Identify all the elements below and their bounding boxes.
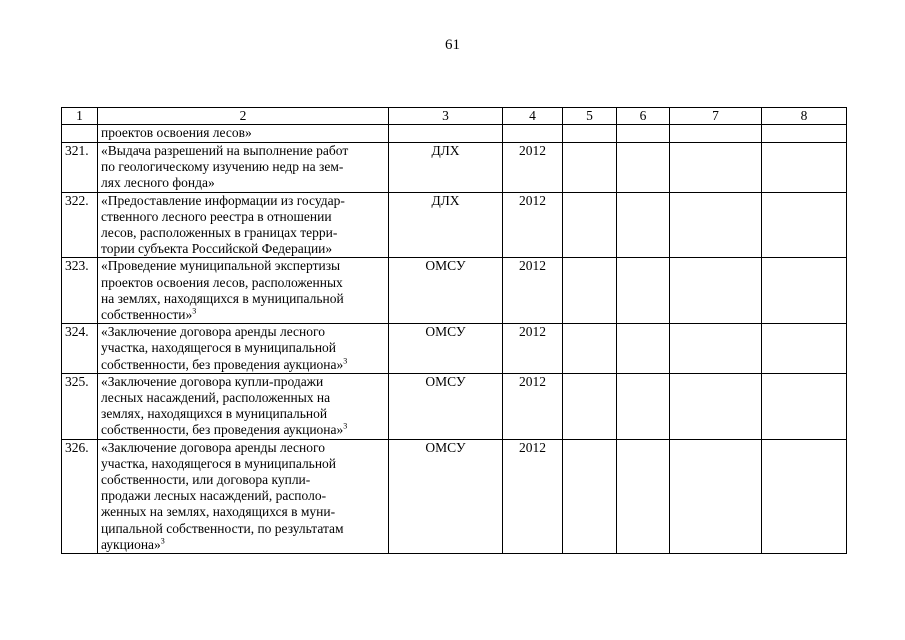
- cell-empty: [670, 324, 762, 374]
- row-number: 321.: [62, 143, 98, 193]
- cell-empty: [617, 324, 670, 374]
- cell-empty: [389, 125, 503, 143]
- cell-empty: [670, 258, 762, 324]
- continuation-row: [62, 125, 847, 143]
- service-name-line: лесных насаждений, расположенных на: [101, 390, 331, 406]
- footnote-marker: 3: [192, 306, 197, 316]
- service-name: [98, 373, 389, 439]
- cell-empty: [563, 258, 617, 324]
- column-header: 3: [389, 108, 503, 125]
- service-name: [98, 324, 389, 374]
- service-name-line: «Предоставление информации из государ-: [101, 192, 345, 208]
- cell-empty: [563, 373, 617, 439]
- year: 2012: [503, 373, 563, 439]
- service-name-line: проектов освоения лесов, расположенных: [101, 274, 343, 290]
- column-header: 4: [503, 108, 563, 125]
- header-row: [62, 108, 847, 125]
- service-name-line: землях, находящихся в муниципальной: [101, 406, 328, 422]
- service-name-line: собственности, или договора купли-: [101, 472, 311, 488]
- service-name: [98, 258, 389, 324]
- service-name-line: собственности, без проведения аукциона»: [101, 422, 344, 438]
- cell-empty: [670, 439, 762, 553]
- service-name-line: женных на землях, находящихся в муни-: [101, 504, 336, 520]
- cell-empty: [670, 125, 762, 143]
- responsible-body: ОМСУ: [389, 258, 503, 324]
- cell-empty: [670, 192, 762, 258]
- cell-empty: [617, 439, 670, 553]
- service-name-line: «Заключение договора купли-продажи: [101, 373, 324, 389]
- service-name-line: тории субъекта Российской Федерации»: [101, 241, 333, 257]
- responsible-body: ДЛХ: [389, 143, 503, 193]
- service-name-line: ственного лесного реестра в отношении: [101, 208, 332, 224]
- row-number: 326.: [62, 439, 98, 553]
- service-name-line: на землях, находящихся в муниципальной: [101, 290, 344, 306]
- service-name-line: лесов, расположенных в границах терри-: [101, 225, 338, 241]
- responsible-body: ОМСУ: [389, 373, 503, 439]
- table-row: [62, 258, 847, 324]
- row-number: 325.: [62, 373, 98, 439]
- row-number: 323.: [62, 258, 98, 324]
- responsible-body: ДЛХ: [389, 192, 503, 258]
- column-header: 8: [762, 108, 847, 125]
- service-name-line: «Заключение договора аренды лесного: [101, 439, 325, 455]
- service-name-line: продажи лесных насаждений, располо-: [101, 488, 327, 504]
- service-name-line: участка, находящегося в муниципальной: [101, 340, 337, 356]
- cell-empty: [762, 258, 847, 324]
- cell-empty: [563, 324, 617, 374]
- service-name-line: «Заключение договора аренды лесного: [101, 324, 325, 340]
- table-row: [62, 324, 847, 374]
- cell-empty: [762, 125, 847, 143]
- cell-empty: [563, 143, 617, 193]
- cell-empty: [617, 143, 670, 193]
- service-name-line: участка, находящегося в муниципальной: [101, 455, 337, 471]
- cell-empty: [563, 192, 617, 258]
- service-name-line: аукциона»: [101, 536, 161, 552]
- cell-empty: [617, 192, 670, 258]
- footnote-marker: 3: [160, 536, 165, 546]
- service-name-line: ципальной собственности, по результатам: [101, 520, 344, 536]
- column-header: 7: [670, 108, 762, 125]
- footnote-marker: 3: [343, 421, 348, 431]
- year: 2012: [503, 258, 563, 324]
- service-name: [98, 439, 389, 553]
- cell-empty: [617, 258, 670, 324]
- service-name-line: «Проведение муниципальной экспертизы: [101, 258, 341, 274]
- cell-num: [62, 125, 98, 143]
- cell-empty: [563, 125, 617, 143]
- column-header: 6: [617, 108, 670, 125]
- table-row: [62, 192, 847, 258]
- cell-empty: [762, 324, 847, 374]
- table-row: [62, 373, 847, 439]
- row-number: 324.: [62, 324, 98, 374]
- cell-empty: [670, 373, 762, 439]
- column-header: 2: [98, 108, 389, 125]
- column-header: 1: [62, 108, 98, 125]
- cell-empty: [762, 143, 847, 193]
- service-name-line: «Выдача разрешений на выполнение работ: [101, 143, 349, 158]
- cell-empty: [617, 373, 670, 439]
- year: 2012: [503, 324, 563, 374]
- footnote-marker: 3: [343, 356, 348, 366]
- responsible-body: ОМСУ: [389, 324, 503, 374]
- cell-empty: [762, 192, 847, 258]
- service-name-line: по геологическому изучению недр на зем-: [101, 159, 344, 175]
- services-table: [61, 107, 847, 554]
- cell-empty: [563, 439, 617, 553]
- service-name-line: собственности»: [101, 307, 193, 323]
- table-row: [62, 439, 847, 553]
- year: 2012: [503, 143, 563, 193]
- service-name-line: собственности, без проведения аукциона»: [101, 356, 344, 372]
- responsible-body: ОМСУ: [389, 439, 503, 553]
- service-name: [98, 192, 389, 258]
- cell-empty: [762, 373, 847, 439]
- year: 2012: [503, 192, 563, 258]
- service-name-line: лях лесного фонда»: [101, 175, 215, 191]
- cell-empty: [670, 143, 762, 193]
- cell-name: проектов освоения лесов»: [98, 125, 389, 143]
- year: 2012: [503, 439, 563, 553]
- row-number: 322.: [62, 192, 98, 258]
- cell-empty: [503, 125, 563, 143]
- table-row: [62, 143, 847, 193]
- cell-empty: [617, 125, 670, 143]
- page-number: 61: [445, 37, 460, 53]
- cell-empty: [762, 439, 847, 553]
- service-name: [98, 143, 389, 193]
- column-header: 5: [563, 108, 617, 125]
